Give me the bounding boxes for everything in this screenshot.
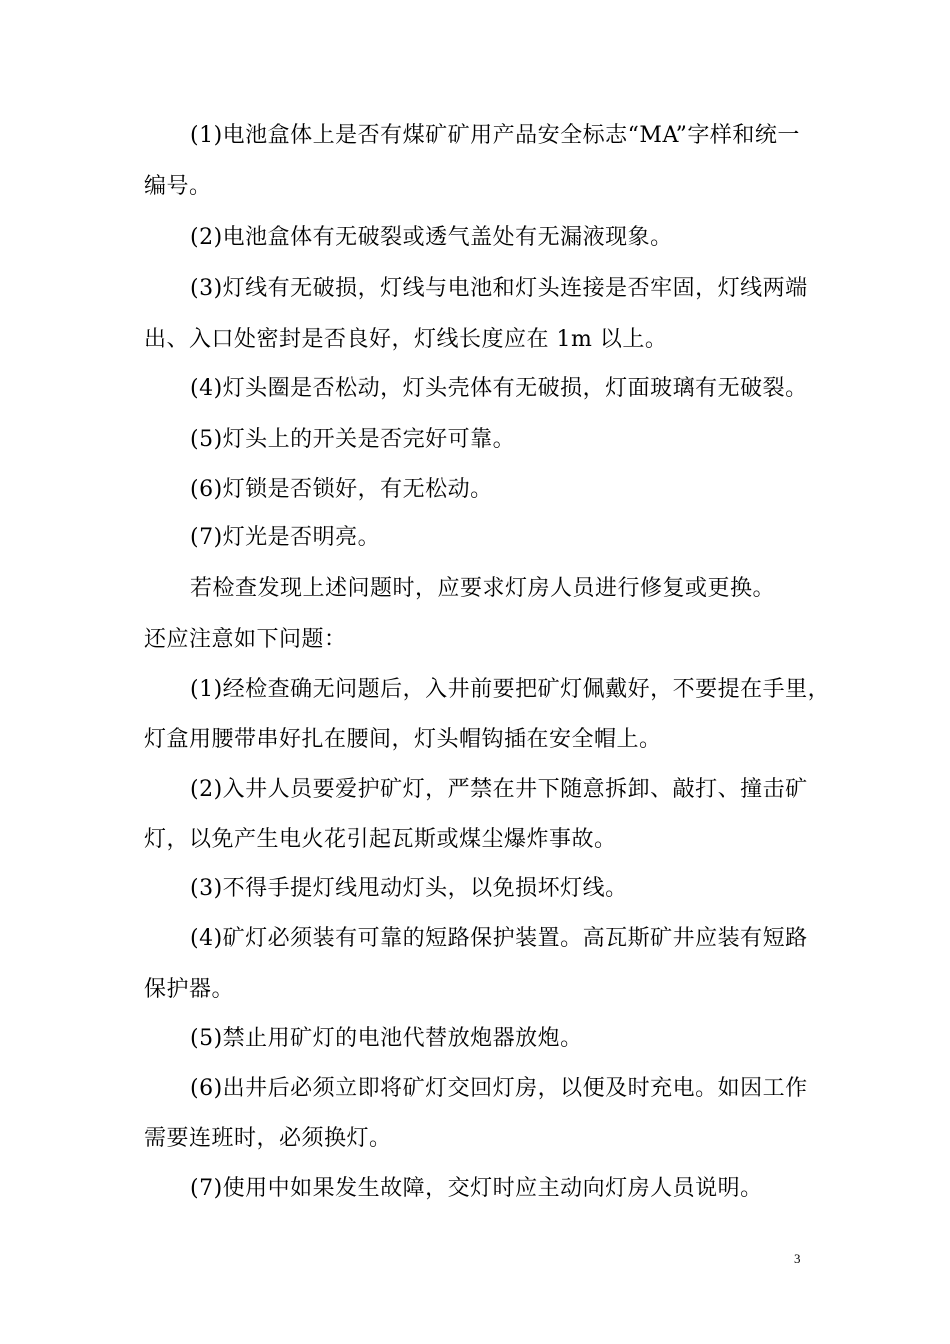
paragraph-line: 灯盒用腰带串好扎在腰间，灯头帽钩插在安全帽上。: [144, 727, 662, 752]
paragraph-line: 若检查发现上述问题时，应要求灯房人员进行修复或更换。: [190, 576, 776, 601]
paragraph-line: 需要连班时，必须换灯。: [144, 1126, 392, 1151]
paragraph-line: (1)电池盒体上是否有煤矿矿用产品安全标志“MA”字样和统一: [190, 123, 800, 148]
paragraph-line: (3)不得手提灯线甩动灯头，以免损坏灯线。: [190, 876, 628, 901]
paragraph-line: (4)矿灯必须装有可靠的短路保护装置。高瓦斯矿井应装有短路: [190, 926, 808, 951]
paragraph-line: (2)电池盒体有无破裂或透气盖处有无漏液现象。: [190, 225, 673, 250]
paragraph-line: (4)灯头圈是否松动，灯头壳体有无破损，灯面玻璃有无破裂。: [190, 376, 808, 401]
paragraph-line: (3)灯线有无破损，灯线与电池和灯头连接是否牢固，灯线两端: [190, 276, 808, 301]
paragraph-line: (6)出井后必须立即将矿灯交回灯房，以便及时充电。如因工作: [190, 1076, 808, 1101]
paragraph-line: (2)入井人员要爱护矿灯，严禁在井下随意拆卸、敲打、撞击矿: [190, 777, 808, 802]
paragraph-line: 编号。: [144, 174, 212, 199]
paragraph-line: (6)灯锁是否锁好，有无松动。: [190, 477, 493, 502]
paragraph-line: 还应注意如下问题：: [144, 627, 347, 652]
paragraph-line: 出、入口处密封是否良好，灯线长度应在 1m 以上。: [144, 327, 668, 352]
paragraph-line: 灯，以免产生电火花引起瓦斯或煤尘爆炸事故。: [144, 827, 617, 852]
paragraph-line: (5)灯头上的开关是否完好可靠。: [190, 427, 516, 452]
paragraph-line: (1)经检查确无问题后，入井前要把矿灯佩戴好，不要提在手里，: [190, 677, 831, 702]
paragraph-line: (5)禁止用矿灯的电池代替放炮器放炮。: [190, 1026, 583, 1051]
paragraph-line: (7)使用中如果发生故障，交灯时应主动向灯房人员说明。: [190, 1176, 763, 1201]
page-number: 3: [794, 1251, 801, 1266]
paragraph-line: 保护器。: [144, 977, 235, 1002]
paragraph-line: (7)灯光是否明亮。: [190, 525, 381, 550]
